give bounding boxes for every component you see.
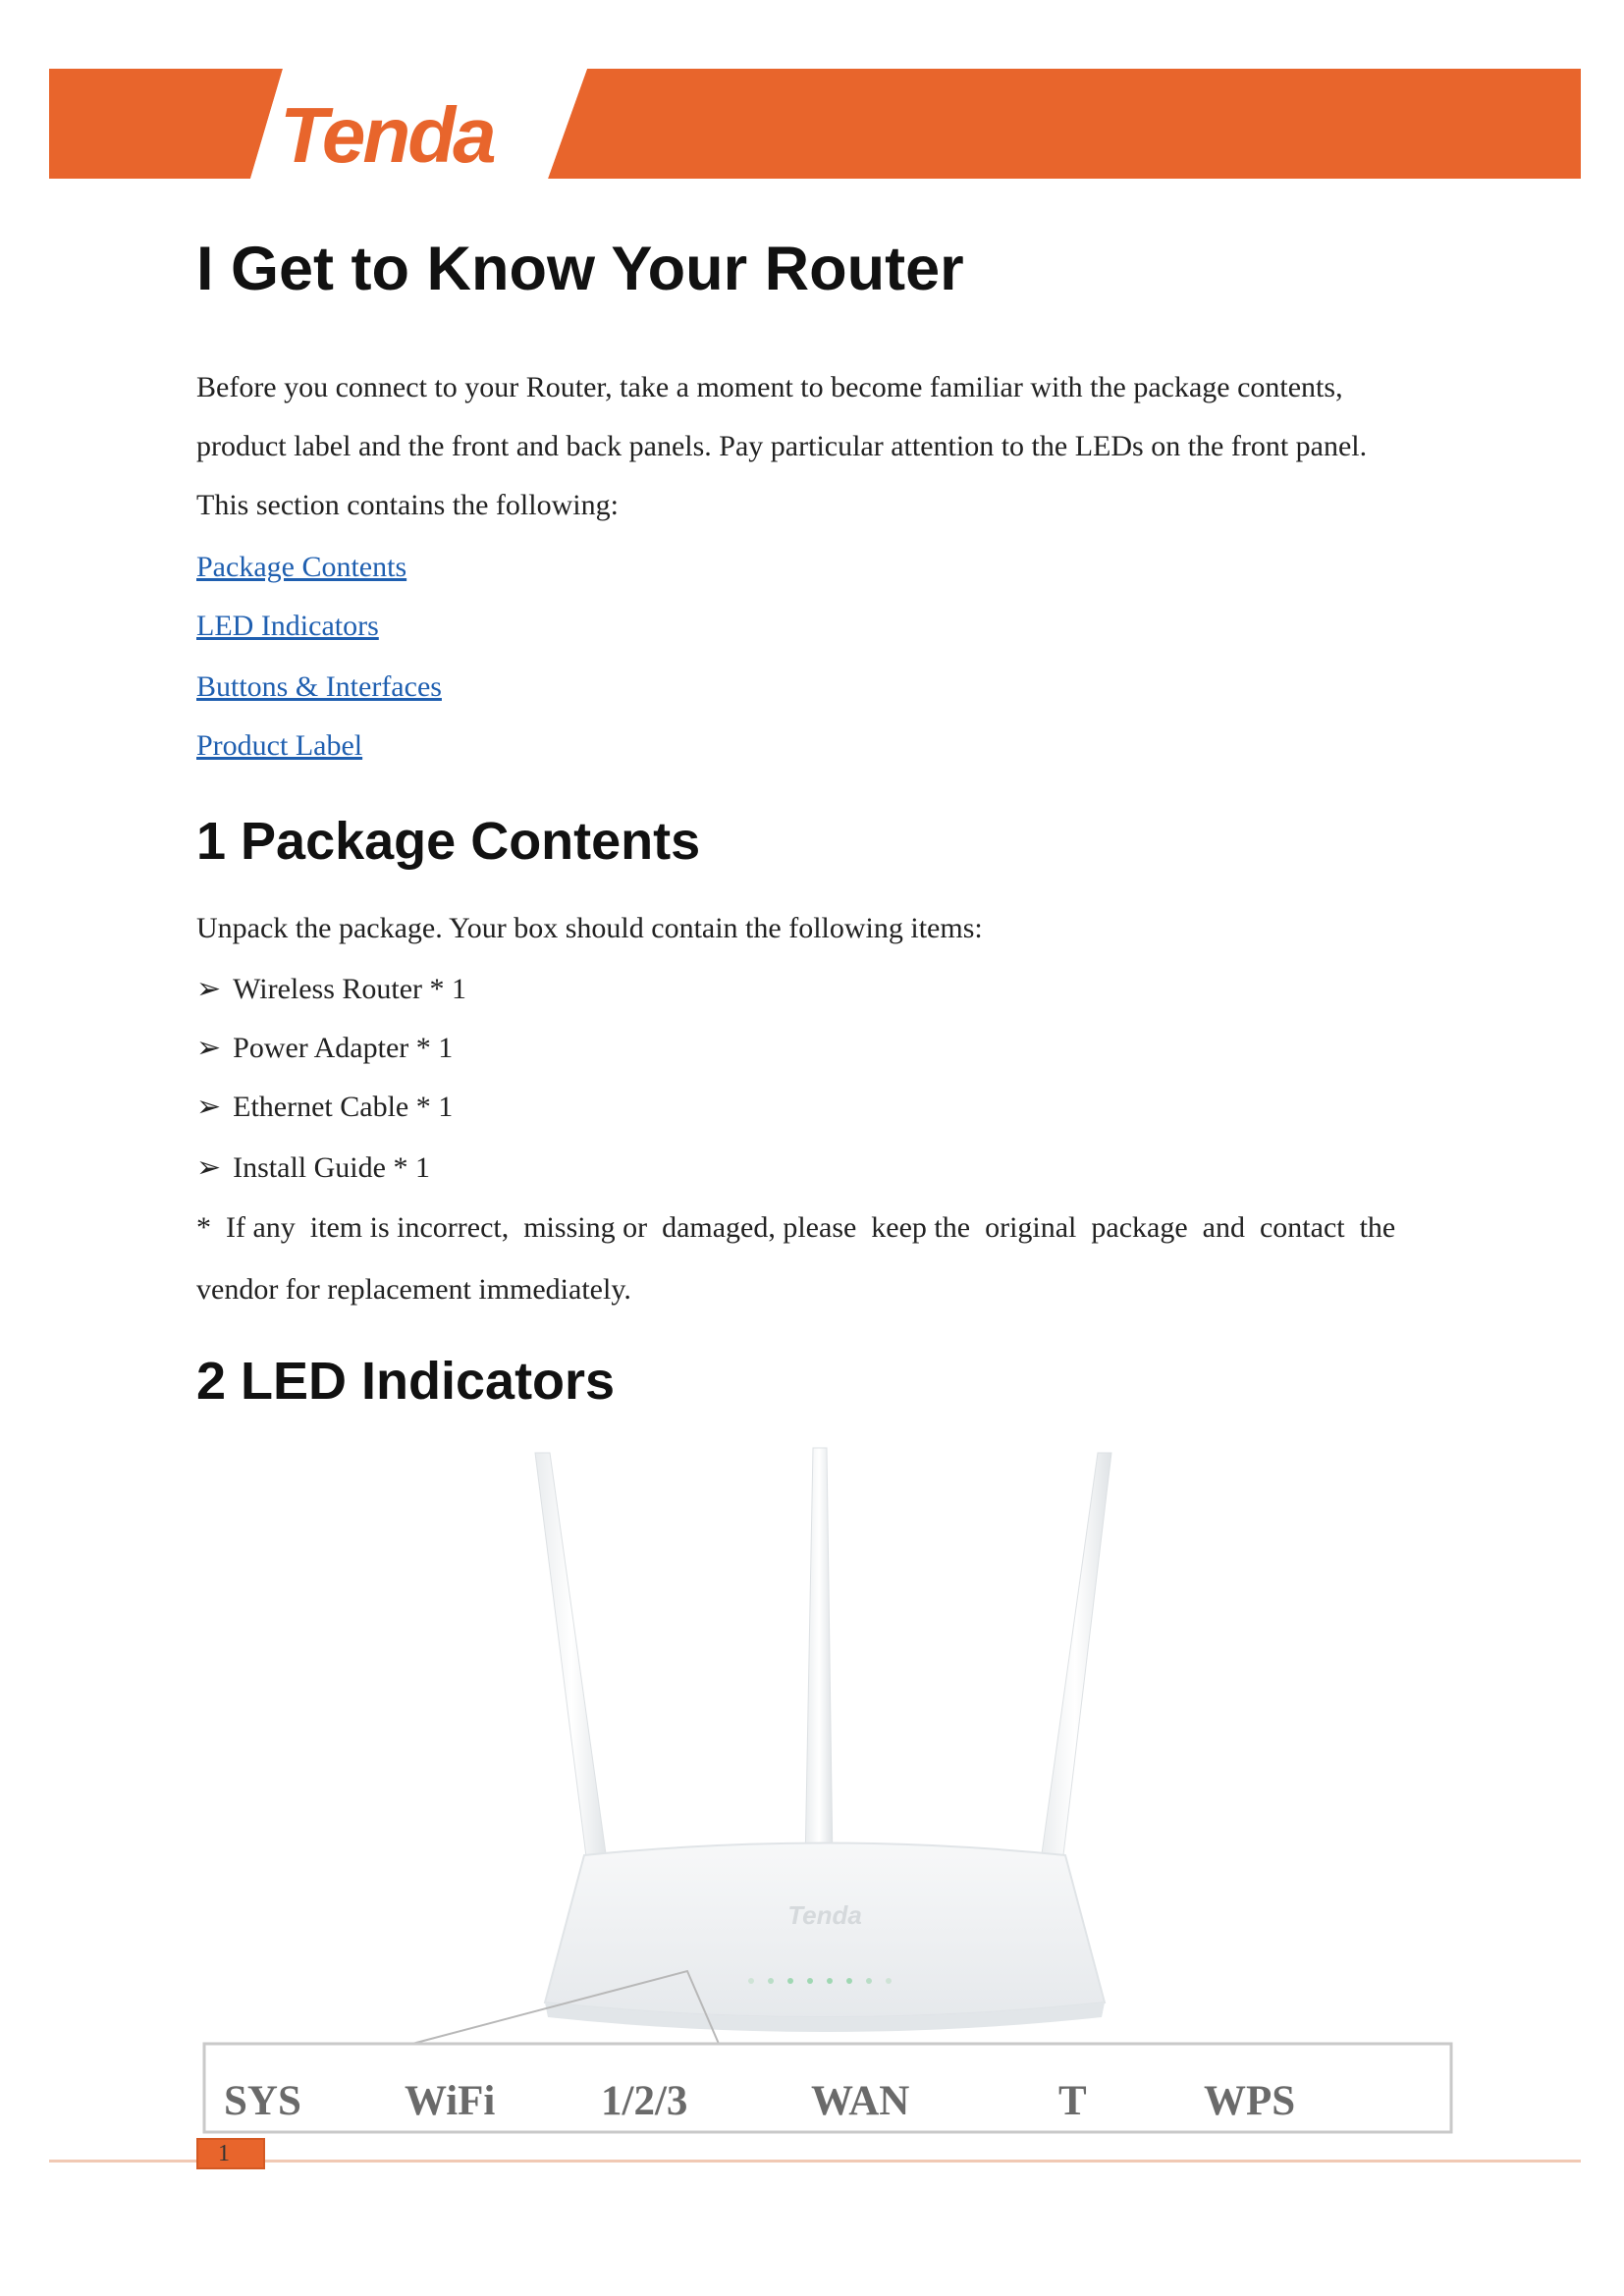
- router-body: [545, 1843, 1105, 2018]
- note-line-1: * If any item is incorrect, missing or damaged, please keep the original package and contact the: [196, 1211, 1396, 1244]
- package-intro: Unpack the package. Your box should contain the following items:: [196, 912, 983, 944]
- toc-link-package-contents[interactable]: Package Contents: [196, 551, 407, 583]
- led-label-wifi: WiFi: [405, 2078, 496, 2124]
- list-item-text: Install Guide * 1: [233, 1151, 430, 1184]
- intro-line-3: This section contains the following:: [196, 489, 619, 521]
- list-item: [196, 1090, 453, 1125]
- antenna-right: [1039, 1453, 1111, 1880]
- list-item-text: Power Adapter * 1: [233, 1032, 454, 1064]
- antenna-left: [535, 1453, 609, 1880]
- tenda-logo: Tenda: [280, 91, 494, 179]
- list-item-text: Wireless Router * 1: [233, 973, 467, 1005]
- led-label-sys: SYS: [224, 2078, 301, 2124]
- header-bar: [49, 69, 1581, 179]
- section-heading-led-indicators: 2 LED Indicators: [196, 1352, 616, 1411]
- toc-link-product-label[interactable]: Product Label: [196, 729, 363, 762]
- antenna-middle: [805, 1448, 833, 1865]
- router-illustration: [196, 1443, 1463, 2140]
- page-title: I Get to Know Your Router: [196, 235, 964, 303]
- bullet-arrow-icon: ➢: [196, 1091, 222, 1123]
- led-label-lan: 1/2/3: [601, 2078, 688, 2124]
- header-banner: [49, 69, 1581, 179]
- footer-divider: [49, 2160, 1581, 2163]
- intro-line-1: Before you connect to your Router, take a moment to become familiar with the package contents,: [196, 371, 1343, 403]
- section-heading-package-contents: 1 Package Contents: [196, 812, 701, 871]
- list-item: [196, 972, 466, 1007]
- led-label-wan: WAN: [811, 2078, 910, 2124]
- list-item: [196, 1150, 430, 1186]
- led-label-wps: WPS: [1204, 2078, 1296, 2124]
- note-line-2: vendor for replacement immediately.: [196, 1273, 631, 1306]
- bullet-arrow-icon: ➢: [196, 973, 222, 1005]
- intro-line-2: product label and the front and back panels. Pay particular attention to the LEDs on the front panel.: [196, 430, 1368, 462]
- toc-link-buttons-interfaces[interactable]: Buttons & Interfaces: [196, 670, 442, 703]
- router-logo: Tenda: [787, 1900, 862, 1930]
- page-number: 1: [196, 2138, 265, 2169]
- led-label-t: T: [1058, 2078, 1087, 2124]
- toc-link-led-indicators[interactable]: LED Indicators: [196, 610, 379, 642]
- bullet-arrow-icon: ➢: [196, 1032, 222, 1064]
- list-item: [196, 1031, 453, 1066]
- list-item-text: Ethernet Cable * 1: [233, 1091, 454, 1123]
- bullet-arrow-icon: ➢: [196, 1151, 222, 1184]
